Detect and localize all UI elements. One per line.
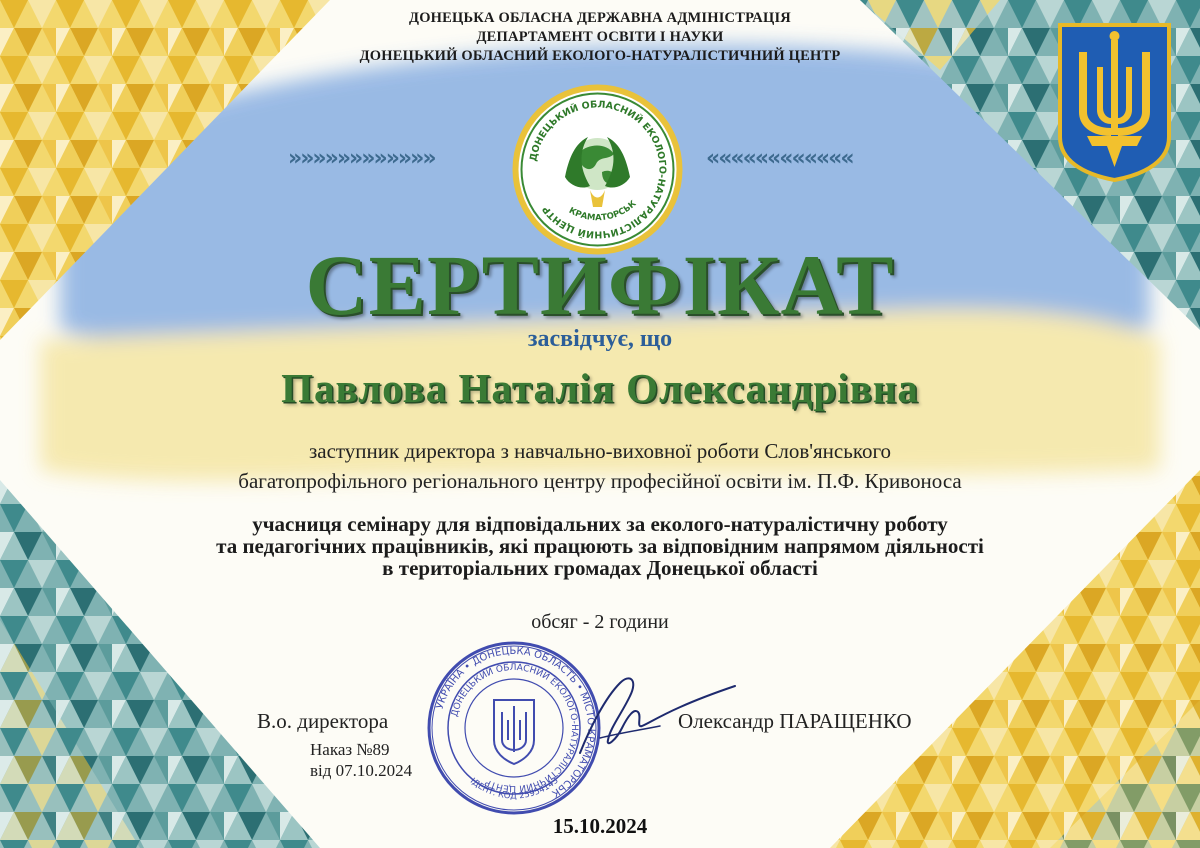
participation-line: учасниця семінару для відповідальних за еколого-натуралістичну роботу [252, 512, 948, 536]
issuer-line-center: ДОНЕЦЬКИЙ ОБЛАСНИЙ ЕКОЛОГО-НАТУРАЛІСТИЧНИЙ ЦЕНТР [359, 48, 841, 64]
recipient-position [100, 436, 1100, 496]
participation-line: в територіальних громадах Донецької області [382, 556, 818, 580]
center-logo [510, 82, 685, 257]
order-number: Наказ №89 [310, 740, 390, 759]
stamp-trident-icon [494, 700, 534, 764]
logo-city-text: КРАМАТОРСЬК [566, 198, 639, 224]
stamp-code-text: ІДЕНТ. КОД 25954143 [467, 775, 561, 802]
issuer-line-administration: ДОНЕЦЬКА ОБЛАСНА ДЕРЖАВНА АДМІНІСТРАЦІЯ [409, 10, 791, 26]
director-title: В.о. директора [257, 709, 389, 733]
chevron-decoration-right: «««««««««««« [706, 146, 853, 171]
position-line: багатопрофільного регіонального центру професійної освіти ім. П.Ф. Кривоноса [238, 469, 962, 493]
ukraine-coat-of-arms-icon [1057, 22, 1172, 182]
participation-description [100, 513, 1100, 579]
issue-date: 15.10.2024 [552, 814, 648, 838]
director-name: Олександр ПАРАЩЕНКО [678, 709, 912, 733]
recipient-name: Павлова Наталія Олександрівна [281, 365, 919, 411]
chevron-decoration-left: »»»»»»»»»»»» [288, 146, 435, 171]
position-line: заступник директора з навчально-виховної роботи Слов'янського [308, 439, 892, 463]
logo-ring-text: ДОНЕЦЬКИЙ ОБЛАСНИЙ ЕКОЛОГО-НАТУРАЛІСТИЧНИЙ ЦЕНТР [527, 99, 668, 240]
certifies-text: засвідчує, що [527, 326, 673, 352]
course-volume: обсяг - 2 години [531, 611, 669, 633]
certificate-title: СЕРТИФІКАТ [305, 237, 895, 333]
order-date: від 07.10.2024 [310, 761, 413, 780]
stamp-outer-text: УКРАЇНА • ДОНЕЦЬКА ОБЛАСТЬ • МІСТО КРАМАТОРСЬК [434, 645, 597, 799]
issuer-line-department: ДЕПАРТАМЕНТ ОСВІТИ І НАУКИ [476, 29, 724, 45]
participation-line: та педагогічних працівників, які працюють за відповідним напрямом діяльності [216, 534, 984, 558]
stamp-inner-text: ДОНЕЦЬКИЙ ОБЛАСНИЙ ЕКОЛОГО-НАТУРАЛІСТИЧНИЙ ЦЕНТР [450, 662, 580, 794]
issuer-header [250, 9, 950, 66]
